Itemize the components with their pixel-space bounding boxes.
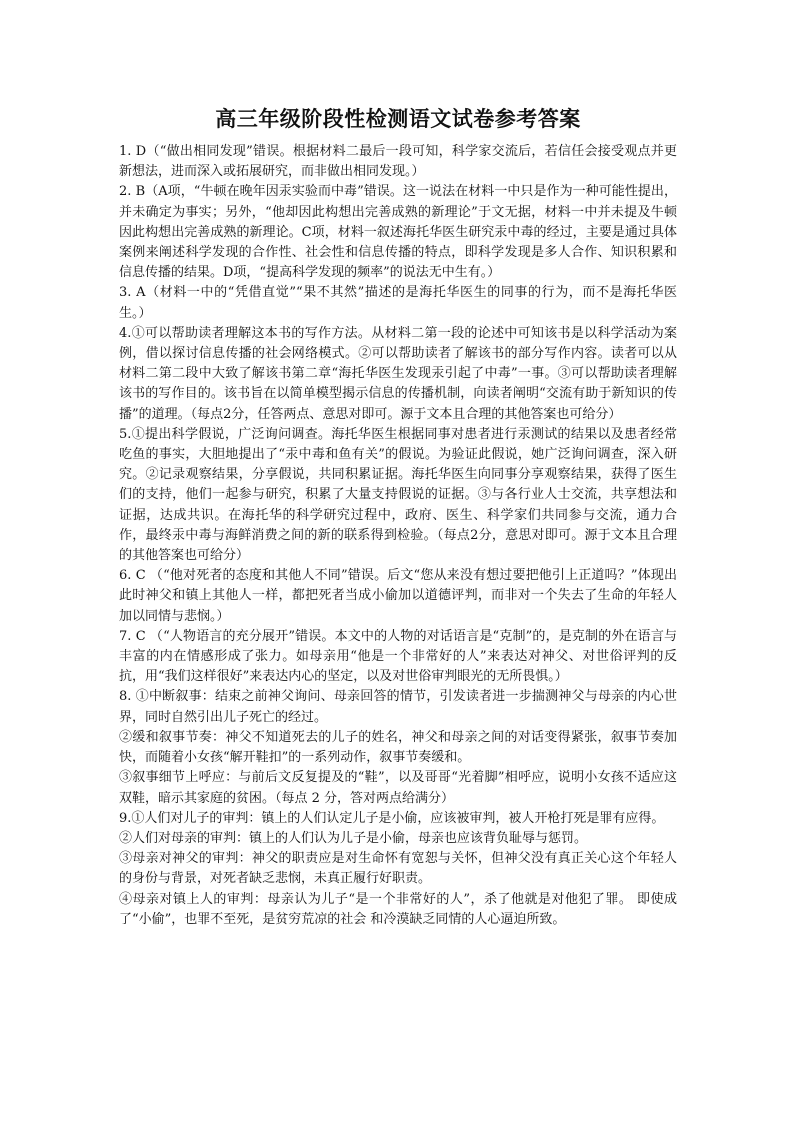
answer-1: 1. D（“做出相同发现”错误。根据材料二最后一段可知，科学家交流后，若信任会接受观点并更新想法，进而深入或拓展研究，而非做出相同发现。） — [119, 144, 677, 180]
answer-6: 6. C （“他对死者的态度和其他人不同”错误。后文“您从来没有想过要把他引上正道吗？”体现出此时神父和镇上其他人一样，都把死者当成小偷加以道德评判，而非对一个失去了生命的年轻人加以同情与悲悯。） — [119, 568, 677, 624]
answer-8-point-2: ②缓和叙事节奏：神父不知道死去的儿子的姓名，神父和母亲之间的对话变得紧张，叙事节奏加快，而随着小女孩“解开鞋扣”的一系列动作，叙事节奏缓和。 — [119, 729, 677, 766]
answer-2: 2. B（A项，“牛顿在晚年因汞实验而中毒”错误。这一说法在材料一中只是作为一种可能性提出，并未确定为事实；另外，“他却因此构想出完善成熟的新理论”于文无据，材料一中并未提及牛顿因此构想出完善成熟的新理论。C项，材料一叙述海托华医生研究汞中毒的经过，主要是通过具体案例来阐述科学发现的合作性、社会性和信息传播的特点，即科学发现是多人合作、知识积累和信息传播的结果。D项，“提高科学发现的频率”的说法无中生有。） — [119, 184, 677, 281]
page-title: 高三年级阶段性检测语文试卷参考答案 — [215, 107, 581, 131]
answer-key-page — [119, 103, 677, 930]
answer-8-point-3: ③叙事细节上呼应：与前后文反复提及的“鞋”，以及哥哥“光着脚”相呼应，说明小女孩不适应这双鞋，暗示其家庭的贫困。（每点 2 分，答对两点给满分） — [119, 770, 677, 806]
answer-7: 7. C （“人物语言的充分展开”错误。本文中的人物的对话语言是“克制”的，是克制的外在语言与丰富的内在情感形成了张力。如母亲用“他是一个非常好的人”来表达对神父、对世俗评判的反抗，用“我们这样很好”来表达内心的坚定，以及对世俗审判眼光的无所畏惧。） — [119, 628, 677, 685]
answer-5: 5.①提出科学假说，广泛询问调查。海托华医生根据同事对患者进行汞测试的结果以及患者经常吃鱼的事实，大胆地提出了“汞中毒和鱼有关”的假说。为验证此假说，她广泛询问调查，深入研究。②记录观察结果，分享假说，共同积累证据。海托华医生向同事分享观察结果，获得了医生们的支持，他们一起参与研究，积累了大量支持假说的证据。③与各行业人士交流，共享想法和证据，达成共识。在海托华的科学研究过程中，政府、医生、科学家们共同参与交流，通力合作，最终汞中毒与海鲜消费之间的新的联系得到检验。（每点2分，意思对即可。源于文本且合理的其他答案也可给分） — [119, 426, 677, 564]
answer-9-point-4: ④母亲对镇上人的审判：母亲认为儿子“是一个非常好的人”，杀了他就是对他犯了罪。 即使成了“小偷”，也罪不至死，是贫穷荒凉的社会 和冷漠缺乏同情的人心逼迫所致。 — [119, 891, 677, 927]
answer-3: 3. A（材料一中的“凭借直觉”“果不其然”描述的是海托华医生的同事的行为，而不是海托华医生。） — [119, 285, 677, 321]
answer-4: 4.①可以帮助读者理解这本书的写作方法。从材料二第一段的论述中可知该书是以科学活动为案例，借以探讨信息传播的社会网络模式。②可以帮助读者了解该书的部分写作内容。读者可以从材料二第二段中大致了解该书第二章“海托华医生发现汞引起了中毒”一事。③可以帮助读者理解该书的写作目的。该书旨在以简单模型揭示信息的传播机制，向读者阐明“交流有助于新知识的传播”的道理。（每点2分，任答两点、意思对即可。源于文本且合理的其他答案也可给分） — [119, 325, 677, 422]
answer-8-point-1: 8. ①中断叙事：结束之前神父询问、母亲回答的情节，引发读者进一步揣测神父与母亲的内心世界，同时自然引出儿子死亡的经过。 — [119, 689, 677, 725]
answer-9-point-3: ③母亲对神父的审判：神父的职责应是对生命怀有宽恕与关怀，但神父没有真正关心这个年轻人的身份与背景，对死者缺乏悲悯，未真正履行好职责。 — [119, 851, 677, 887]
answer-9-point-1: 9.①人们对儿子的审判：镇上的人们认定儿子是小偷，应该被审判，被人开枪打死是罪有应得。 — [119, 810, 665, 826]
answer-9-point-2: ②人们对母亲的审判：镇上的人们认为儿子是小偷，母亲也应该背负耻辱与惩罚。 — [119, 830, 588, 846]
